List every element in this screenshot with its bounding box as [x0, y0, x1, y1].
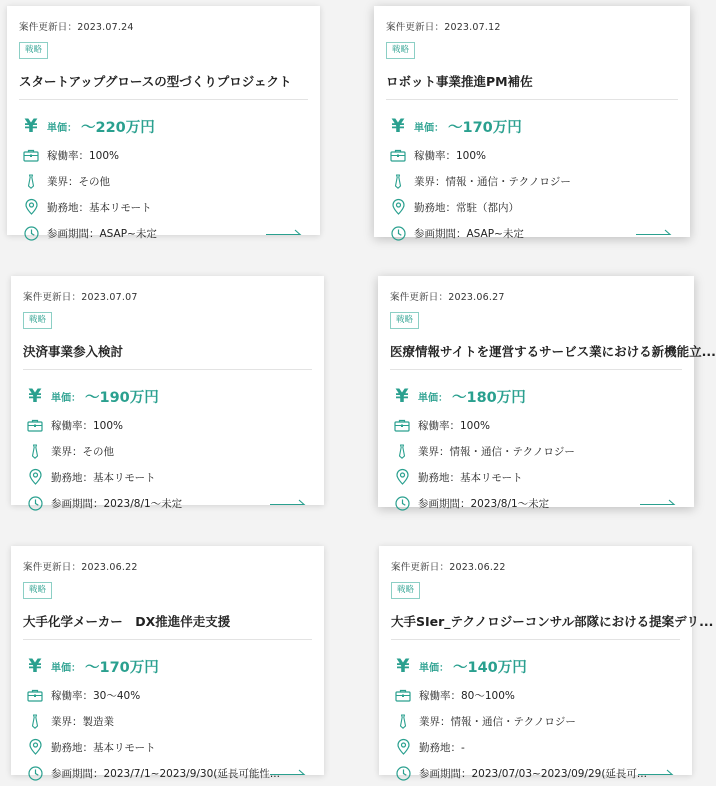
updated-date: 案件更新日：2023.06.22: [391, 562, 506, 573]
price-row: [19, 115, 308, 137]
location-text: 勤務地：常駐（都内）: [414, 201, 519, 214]
briefcase-icon: [19, 146, 43, 164]
arrow-right-icon[interactable]: [270, 497, 306, 509]
clock-icon: [19, 224, 43, 242]
location-row: [390, 464, 682, 490]
industry-row: [391, 708, 680, 734]
price-label: 単価：: [419, 662, 449, 674]
location-row: [23, 734, 312, 760]
yen-icon: ¥: [395, 385, 409, 407]
location-row: [391, 734, 680, 760]
yen-icon: ¥: [28, 655, 42, 677]
location-row: [19, 194, 308, 220]
map-pin-icon: [390, 468, 414, 486]
tie-icon: [391, 712, 415, 730]
industry-row: [23, 438, 312, 464]
industry-text: 業界：その他: [47, 175, 110, 188]
period-row: [19, 220, 308, 246]
rate-text: 稼働率：30〜40%: [51, 689, 141, 702]
industry-text: 業界：情報・通信・テクノロジー: [414, 175, 571, 188]
price-value: 〜170万円: [85, 659, 159, 676]
rate-text: 稼働率：100%: [47, 149, 120, 162]
industry-text: 業界：その他: [51, 445, 114, 458]
clock-icon: [391, 764, 415, 782]
job-title[interactable]: 大手化学メーカー DX推進伴走支援: [23, 612, 312, 640]
clock-icon: [386, 224, 410, 242]
tie-icon: [19, 172, 43, 190]
tie-icon: [390, 442, 414, 460]
briefcase-icon: [23, 686, 47, 704]
rate-text: 稼働率：100%: [414, 149, 487, 162]
yen-icon: ¥: [28, 385, 42, 407]
rate-text: 稼働率：100%: [418, 419, 491, 432]
price-value: 〜140万円: [453, 659, 527, 676]
location-text: 勤務地：基本リモート: [47, 201, 152, 214]
location-row: [386, 194, 678, 220]
price-row: [390, 385, 682, 407]
job-card[interactable]: [379, 546, 714, 780]
location-text: 勤務地：-: [419, 741, 465, 754]
category-tag: 戦略: [386, 42, 415, 59]
period-text: 参画期間：2023/8/1〜未定: [418, 497, 550, 510]
map-pin-icon: [386, 198, 410, 216]
briefcase-icon: [391, 686, 415, 704]
yen-icon: ¥: [396, 655, 410, 677]
price-row: [23, 385, 312, 407]
location-text: 勤務地：基本リモート: [418, 471, 523, 484]
rate-row: [390, 412, 682, 438]
industry-text: 業界：製造業: [51, 715, 114, 728]
yen-icon: ¥: [24, 115, 38, 137]
rate-row: [386, 142, 678, 168]
updated-date: 案件更新日：2023.07.24: [19, 22, 134, 33]
price-label: 単価：: [51, 392, 81, 404]
price-row: [386, 115, 678, 137]
rate-row: [23, 412, 312, 438]
updated-date: 案件更新日：2023.06.22: [23, 562, 138, 573]
job-title[interactable]: 大手SIer_テクノロジーコンサル部隊における提案デリ...: [391, 612, 680, 640]
job-card[interactable]: [11, 276, 324, 510]
arrow-right-icon[interactable]: [638, 767, 674, 779]
rate-row: [19, 142, 308, 168]
industry-row: [390, 438, 682, 464]
location-row: [23, 464, 312, 490]
industry-row: [19, 168, 308, 194]
category-tag: 戦略: [390, 312, 419, 329]
map-pin-icon: [23, 468, 47, 486]
job-card[interactable]: [378, 276, 716, 510]
period-text: 参画期間：2023/8/1〜未定: [51, 497, 183, 510]
industry-row: [23, 708, 312, 734]
price-value: 〜190万円: [85, 389, 159, 406]
price-label: 単価：: [51, 662, 81, 674]
period-row: [386, 220, 678, 246]
tie-icon: [386, 172, 410, 190]
map-pin-icon: [19, 198, 43, 216]
industry-text: 業界：情報・通信・テクノロジー: [419, 715, 576, 728]
location-text: 勤務地：基本リモート: [51, 741, 156, 754]
rate-text: 稼働率：80〜100%: [419, 689, 515, 702]
arrow-right-icon[interactable]: [636, 227, 672, 239]
arrow-right-icon[interactable]: [640, 497, 676, 509]
category-tag: 戦略: [391, 582, 420, 599]
rate-row: [23, 682, 312, 708]
industry-row: [386, 168, 678, 194]
period-text: 参画期間：ASAP~未定: [47, 227, 157, 240]
period-text: 参画期間：ASAP~未定: [414, 227, 524, 240]
job-title[interactable]: スタートアップグロースの型づくりプロジェクト: [19, 72, 308, 100]
updated-date: 案件更新日：2023.07.07: [23, 292, 138, 303]
period-row: [23, 490, 312, 516]
arrow-right-icon[interactable]: [266, 227, 302, 239]
briefcase-icon: [386, 146, 410, 164]
category-tag: 戦略: [23, 312, 52, 329]
clock-icon: [390, 494, 414, 512]
price-value: 〜170万円: [448, 119, 522, 136]
job-title[interactable]: 医療情報サイトを運営するサービス業における新機能立...: [390, 342, 682, 370]
price-row: [23, 655, 312, 677]
arrow-right-icon[interactable]: [270, 767, 306, 779]
location-text: 勤務地：基本リモート: [51, 471, 156, 484]
period-row: [390, 490, 682, 516]
job-card[interactable]: [7, 6, 320, 240]
tie-icon: [23, 712, 47, 730]
briefcase-icon: [390, 416, 414, 434]
period-text: 参画期間：2023/07/03~2023/09/29(延長可...: [419, 767, 647, 780]
price-label: 単価：: [414, 122, 444, 134]
price-value: 〜180万円: [452, 389, 526, 406]
price-label: 単価：: [47, 122, 77, 134]
briefcase-icon: [23, 416, 47, 434]
job-title[interactable]: 決済事業参入検討: [23, 342, 312, 370]
period-row: [391, 760, 680, 786]
rate-row: [391, 682, 680, 708]
job-card[interactable]: [11, 546, 324, 780]
clock-icon: [23, 764, 47, 782]
job-title[interactable]: ロボット事業推進PM補佐: [386, 72, 678, 100]
price-value: 〜220万円: [81, 119, 155, 136]
industry-text: 業界：情報・通信・テクノロジー: [418, 445, 575, 458]
updated-date: 案件更新日：2023.07.12: [386, 22, 501, 33]
price-label: 単価：: [418, 392, 448, 404]
period-text: 参画期間：2023/7/1~2023/9/30(延長可能性...: [51, 767, 280, 780]
category-tag: 戦略: [19, 42, 48, 59]
period-row: [23, 760, 312, 786]
map-pin-icon: [23, 738, 47, 756]
job-card[interactable]: [374, 6, 690, 240]
map-pin-icon: [391, 738, 415, 756]
tie-icon: [23, 442, 47, 460]
yen-icon: ¥: [391, 115, 405, 137]
updated-date: 案件更新日：2023.06.27: [390, 292, 505, 303]
price-row: [391, 655, 680, 677]
category-tag: 戦略: [23, 582, 52, 599]
clock-icon: [23, 494, 47, 512]
rate-text: 稼働率：100%: [51, 419, 124, 432]
